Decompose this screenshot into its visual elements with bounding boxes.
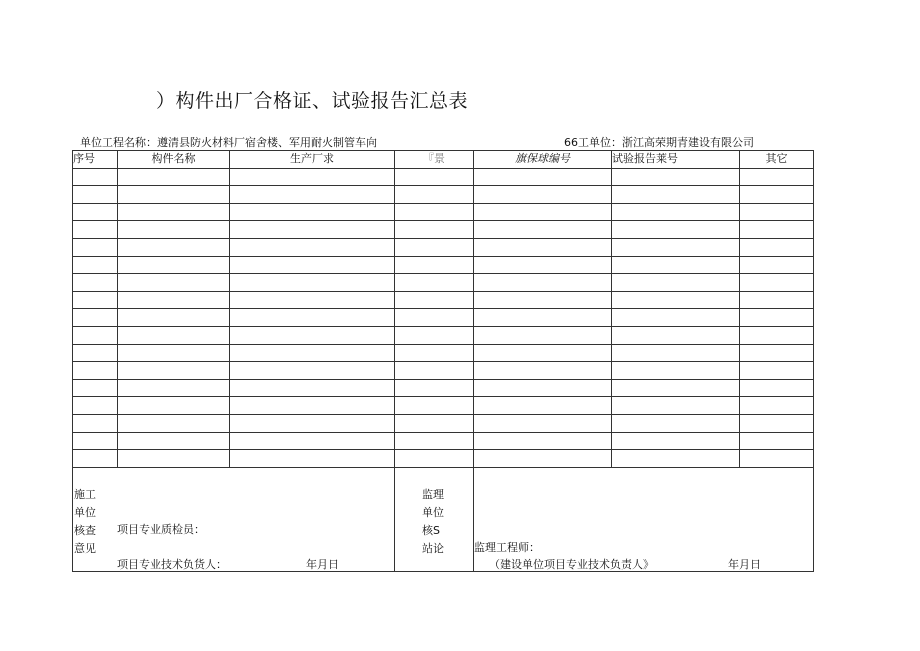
table-cell [73,362,118,380]
table-cell [230,326,395,344]
project-name-label: 单位工程名称：遵清县防火材料厂宿舍楼、军用耐火制管车向 [80,136,377,149]
table-cell [474,274,612,292]
table-cell [474,168,612,186]
table-cell [740,168,814,186]
table-cell [740,326,814,344]
table-cell [73,274,118,292]
table-cell [474,397,612,415]
table-cell [118,168,230,186]
table-row [73,256,814,274]
table-row [73,291,814,309]
table-cell [118,238,230,256]
table-cell [230,221,395,239]
table-cell [73,432,118,450]
owner-tech-lead-label: （建设单位项目专业技术负责人》 [489,558,654,571]
table-cell [612,414,740,432]
table-row [73,203,814,221]
table-cell [612,291,740,309]
table-header-row [73,151,814,169]
table-cell [395,344,474,362]
table-cell [118,450,230,468]
table-cell [73,326,118,344]
table-cell [230,274,395,292]
supervision-label-cell [395,468,474,572]
left-date-label: 年月日 [306,558,339,571]
table-cell [73,414,118,432]
table-cell [474,362,612,380]
table-cell [612,168,740,186]
table-cell [73,186,118,204]
table-row [73,238,814,256]
table-cell [612,379,740,397]
table-cell [230,362,395,380]
table-cell [474,379,612,397]
page-title: ）构件出厂合格证、试验报告汇总表 [156,90,469,112]
table-cell [395,309,474,327]
table-row [73,414,814,432]
table-cell [612,450,740,468]
table-cell [230,344,395,362]
table-cell [740,362,814,380]
table-cell [474,186,612,204]
table-cell [740,432,814,450]
table-row [73,379,814,397]
table-cell [474,344,612,362]
table-cell [73,203,118,221]
table-cell [230,309,395,327]
table-row [73,344,814,362]
supervision-opinion-label: 监理 单位 核S 站论 [422,488,444,555]
table-cell [740,344,814,362]
table-cell [612,203,740,221]
table-cell [230,256,395,274]
table-cell [230,414,395,432]
construction-opinion-label: 施工 单位 核查 意见 [74,488,96,555]
table-cell [395,203,474,221]
table-cell [740,221,814,239]
table-cell [230,379,395,397]
table-cell [118,432,230,450]
supervision-opinion-cell [474,468,814,572]
table-cell [612,326,740,344]
table-row [73,186,814,204]
table-cell [118,326,230,344]
table-cell [740,414,814,432]
table-cell [474,432,612,450]
table-cell [395,450,474,468]
col-header-quantity: 『景 [395,151,474,169]
table-cell [230,291,395,309]
table-row [73,274,814,292]
table-row [73,432,814,450]
table-cell [230,168,395,186]
table-cell [118,274,230,292]
table-row [73,326,814,344]
quality-inspector-label: 项目专业质检员： [117,523,205,536]
table-cell [73,256,118,274]
table-cell [118,362,230,380]
table-cell [395,291,474,309]
table-cell [230,432,395,450]
table-cell [73,344,118,362]
table-cell [474,326,612,344]
table-row [73,362,814,380]
table-cell [395,256,474,274]
table-cell [230,203,395,221]
table-cell [230,450,395,468]
table-row [73,397,814,415]
table-cell [73,309,118,327]
table-cell [118,203,230,221]
table-cell [395,397,474,415]
table-cell [740,397,814,415]
table-cell [395,274,474,292]
table-cell [395,432,474,450]
table-cell [395,379,474,397]
tech-lead-label: 项目专业技术负货人： [117,558,227,571]
table-cell [395,362,474,380]
col-header-test-report: 试验报告莱号 [612,151,740,169]
table-cell [395,221,474,239]
col-header-component: 构件名称 [118,151,230,169]
table-cell [118,344,230,362]
table-cell [740,238,814,256]
table-cell [73,379,118,397]
signature-table [72,467,814,572]
table-cell [612,274,740,292]
table-cell [474,309,612,327]
table-cell [740,256,814,274]
construction-unit-label: 66工单位：浙江高荣期青建设有限公司 [564,136,754,149]
table-row [73,450,814,468]
table-cell [230,238,395,256]
table-cell [395,186,474,204]
table-cell [118,397,230,415]
table-cell [395,238,474,256]
table-cell [73,238,118,256]
table-cell [740,291,814,309]
table-cell [474,238,612,256]
table-cell [118,309,230,327]
table-cell [474,256,612,274]
table-row [73,221,814,239]
col-header-other: 其它 [740,151,814,169]
table-cell [474,203,612,221]
col-header-seq: 序号 [73,151,118,169]
table-cell [612,186,740,204]
construction-opinion-cell [73,468,395,572]
table-cell [740,186,814,204]
table-cell [740,309,814,327]
table-cell [740,379,814,397]
table-cell [395,168,474,186]
table-cell [740,274,814,292]
table-cell [395,326,474,344]
table-cell [118,221,230,239]
table-cell [230,397,395,415]
table-row [73,168,814,186]
table-cell [740,203,814,221]
table-cell [118,186,230,204]
table-row [73,309,814,327]
table-cell [612,397,740,415]
table-cell [474,221,612,239]
col-header-manufacturer: 生产厂求 [230,151,395,169]
table-cell [73,397,118,415]
table-cell [395,414,474,432]
table-cell [612,238,740,256]
table-cell [118,414,230,432]
table-cell [230,186,395,204]
table-cell [612,256,740,274]
table-cell [118,256,230,274]
table-cell [612,344,740,362]
table-cell [118,291,230,309]
table-cell [474,414,612,432]
col-header-cert-number: 旗保球编号 [474,151,612,169]
table-cell [612,432,740,450]
right-date-label: 年月日 [728,558,761,571]
table-cell [73,168,118,186]
table-cell [474,291,612,309]
table-cell [118,379,230,397]
table-cell [612,309,740,327]
table-cell [73,221,118,239]
supervising-engineer-label: 监理工程师： [474,541,540,554]
table-cell [73,450,118,468]
table-cell [612,221,740,239]
table-cell [474,450,612,468]
table-cell [740,450,814,468]
summary-table [72,150,814,468]
table-cell [73,291,118,309]
table-cell [612,362,740,380]
